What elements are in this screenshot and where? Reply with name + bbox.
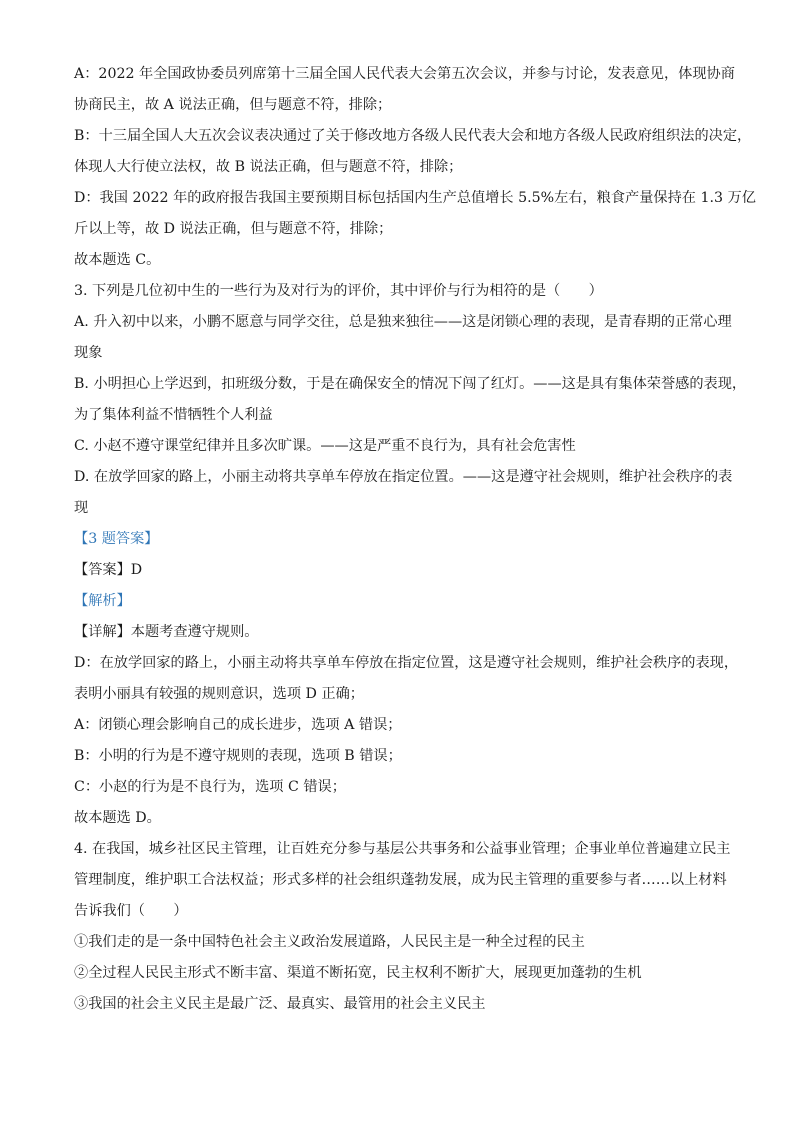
question-3-detail-d-cont: 表明小丽具有较强的规则意识，选项 D 正确； (74, 686, 364, 702)
question-3-option-d: D. 在放学回家的路上，小丽主动将共享单车停放在指定位置。——这是遵守社会规则，维护社会秩序的表 (74, 469, 733, 485)
question-4-stem-cont-2: 告诉我们（ ） (74, 903, 188, 919)
question-3-answer: 【答案】D (74, 562, 143, 578)
document-page (74, 64, 756, 1025)
question-3-detail-intro: 【详解】本题考查遵守规则。 (74, 624, 259, 640)
answer-analysis-option-a-cont: 协商民主，故 A 说法正确，但与题意不符，排除； (74, 97, 392, 113)
question-3-option-d-cont: 现 (74, 500, 89, 516)
question-4-statement-2: ②全过程人民民主形式不断丰富、渠道不断拓宽，民主权利不断扩大，展现更加蓬勃的生机 (74, 965, 642, 981)
answer-analysis-option-d-cont: 斤以上等，故 D 说法正确，但与题意不符，排除； (74, 221, 393, 237)
question-3-option-a-cont: 现象 (74, 345, 103, 361)
answer-analysis-option-d: D：我国 2022 年的政府报告我国主要预期目标包括国内生产总值增长 5.5%左右，粮食产量保持在 1.3 万亿 (74, 190, 756, 206)
question-3-option-a: A. 升入初中以来，小鹏不愿意与同学交往，总是独来独往——这是闭锁心理的表现，是青春期的正常心理 (74, 314, 732, 330)
answer-analysis-option-a: A：2022 年全国政协委员列席第十三届全国人民代表大会第五次会议，并参与讨论，发表意见，体现协商 (74, 66, 735, 82)
question-3-analysis-heading: 【解析】 (74, 593, 131, 609)
question-3-detail-d: D：在放学回家的路上，小丽主动将共享单车停放在指定位置，这是遵守社会规则，维护社会秩序的表现， (74, 655, 739, 671)
question-4-stem-cont-1: 管理制度，维护职工合法权益；形式多样的社会组织蓬勃发展，成为民主管理的重要参与者……以上材料 (74, 872, 727, 888)
question-3-detail-b: B：小明的行为是不遵守规则的表现，选项 B 错误； (74, 748, 402, 764)
question-4-stem: 4. 在我国，城乡社区民主管理，让百姓充分参与基层公共事务和公益事业管理；企事业单位普遍建立民主 (74, 841, 731, 857)
question-3-conclusion: 故本题选 D。 (74, 810, 161, 826)
question-3-stem: 3. 下列是几位初中生的一些行为及对行为的评价，其中评价与行为相符的是（ ） (74, 283, 603, 299)
question-4-statement-1: ①我们走的是一条中国特色社会主义政治发展道路，人民民主是一种全过程的民主 (74, 934, 585, 950)
question-3-option-b-cont: 为了集体利益不惜牺牲个人利益 (74, 407, 273, 423)
question-3-detail-a: A：闭锁心理会影响自己的成长进步，选项 A 错误； (74, 717, 402, 733)
question-4-statement-3: ③我国的社会主义民主是最广泛、最真实、最管用的社会主义民主 (74, 996, 486, 1012)
answer-analysis-option-b: B：十三届全国人大五次会议表决通过了关于修改地方各级人民代表大会和地方各级人民政府组织法的决定， (74, 128, 752, 144)
question-3-option-c: C. 小赵不遵守课堂纪律并且多次旷课。——这是严重不良行为，具有社会危害性 (74, 438, 576, 454)
question-3-option-b: B. 小明担心上学迟到，扣班级分数，于是在确保安全的情况下闯了红灯。——这是具有集体荣誉感的表现， (74, 376, 747, 392)
question-3-answer-heading: 【3 题答案】 (74, 531, 159, 547)
answer-conclusion-q2: 故本题选 C。 (74, 252, 161, 268)
answer-analysis-option-b-cont: 体现人大行使立法权，故 B 说法正确，但与题意不符，排除； (74, 159, 463, 175)
question-3-detail-c: C：小赵的行为是不良行为，选项 C 错误； (74, 779, 346, 795)
